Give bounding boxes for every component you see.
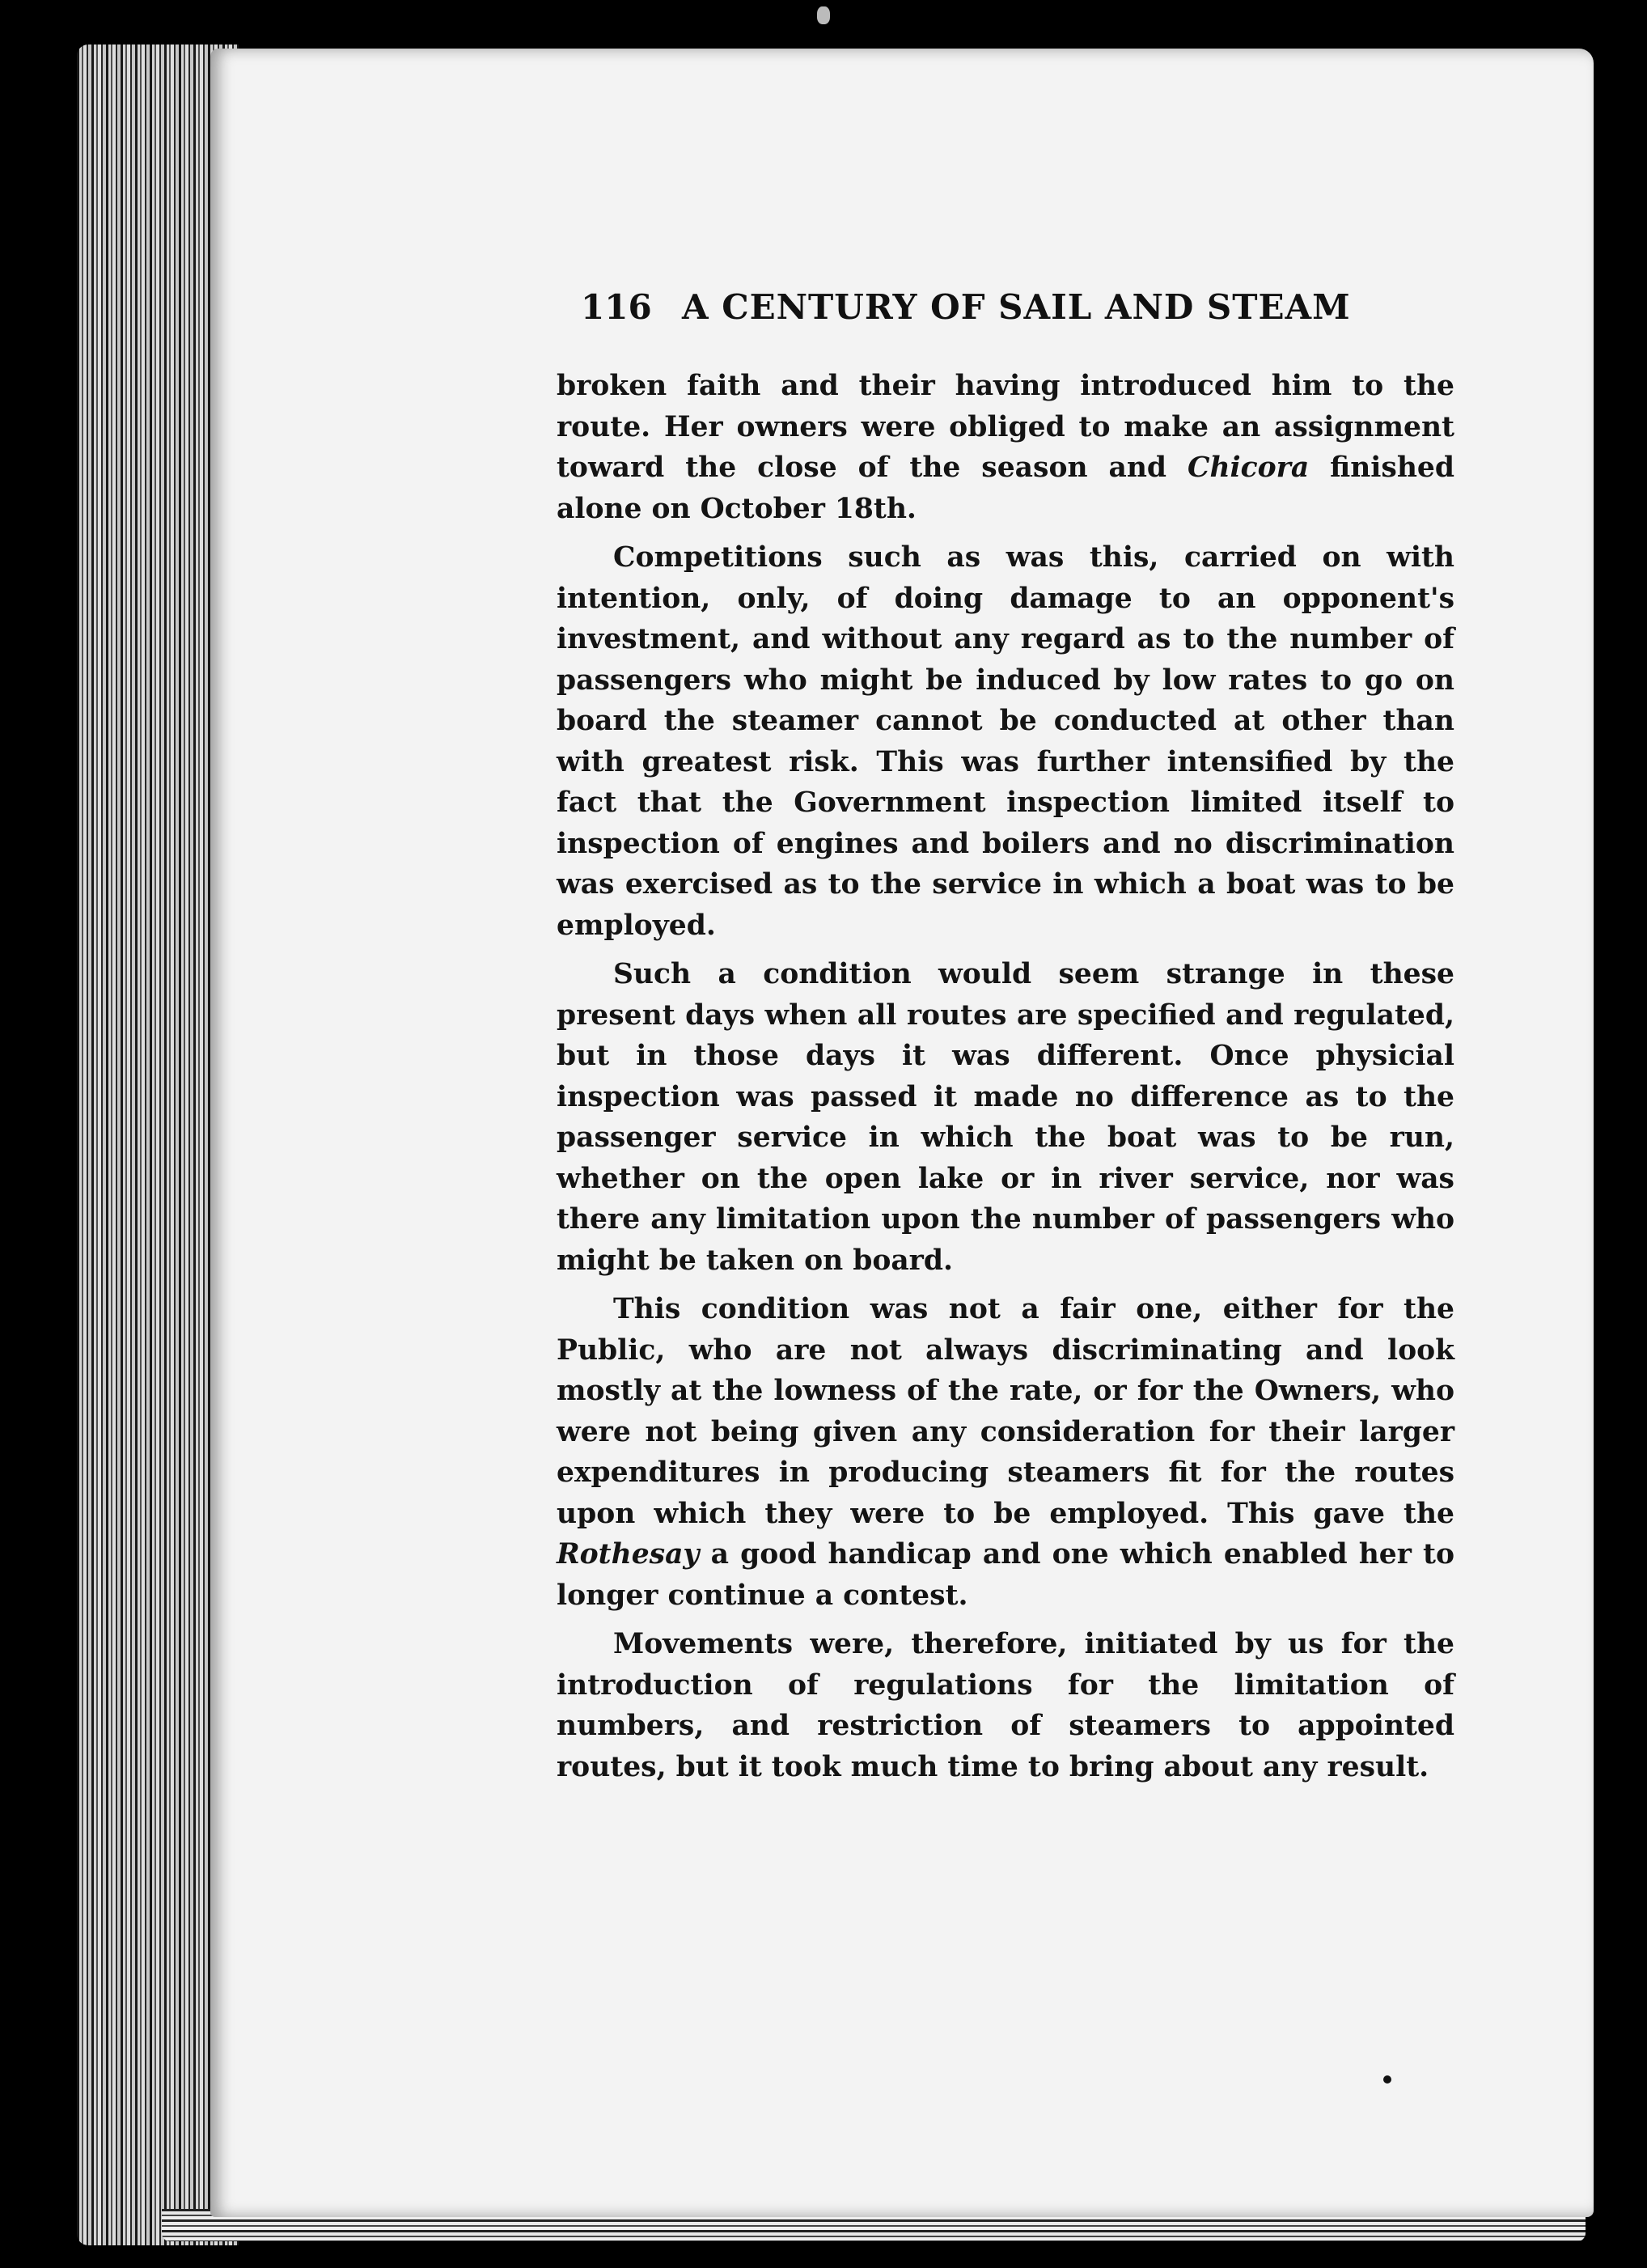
paragraph-text: This condition was not a fair one, either for the Public, who are not always discriminating and look mostly at the lowness of the rate, or for the Owners, who were not being given any consideration for their larger expenditures in producing steamers fit for the routes upon which they were to be employed. This gave the xyxy=(557,1293,1454,1530)
paragraph-5: Movements were, therefore, initiated by us for the introduction of regulations for the limitation of numbers, and restriction of steamers to appointed routes, but it took much time to bring about any result. xyxy=(557,1628,1454,1783)
paragraph-4 xyxy=(557,1289,1454,1616)
ship-name-italic: Chicora xyxy=(1187,451,1310,484)
scan-artifact xyxy=(817,6,830,24)
running-head xyxy=(581,287,1351,344)
ship-name-italic: Rothesay xyxy=(557,1538,700,1571)
paragraph-text-after: a good handicap and one which enabled her to longer continue a contest. xyxy=(557,1538,1454,1612)
paragraph-2: Competitions such as was this, carried on with intention, only, of doing damage to an opponent's investment, and without any regard as to the number of passengers who might be induced by low rates to go on board the steamer cannot be conducted at other than with greatest risk. This was further intensified by the fact that the Government inspection limited itself to inspection of engines and boilers and no discrimination was exercised as to the service in which a boat was to be employed. xyxy=(557,541,1454,942)
running-title: A CENTURY OF SAIL AND STEAM xyxy=(682,287,1351,327)
paragraph-text: broken faith and their having introduced him to the route. Her owners were obliged to make an assignment toward the close of the season and xyxy=(557,370,1454,484)
paragraph-text-after: finished alone on October 18th. xyxy=(557,451,1454,525)
paragraph-3: Such a condition would seem strange in these present days when all routes are specified and regulated, but in those days it was different. Once physicial inspection was passed it made no difference as to the passenger service in which the boat was to be run, whether on the open lake or in river service, nor was there any limitation upon the number of passengers who might be taken on board. xyxy=(557,958,1454,1277)
page-number: 116 xyxy=(581,287,652,327)
paragraph-1 xyxy=(557,366,1454,529)
ink-dot xyxy=(1383,2075,1391,2084)
body-text xyxy=(557,366,1454,1795)
